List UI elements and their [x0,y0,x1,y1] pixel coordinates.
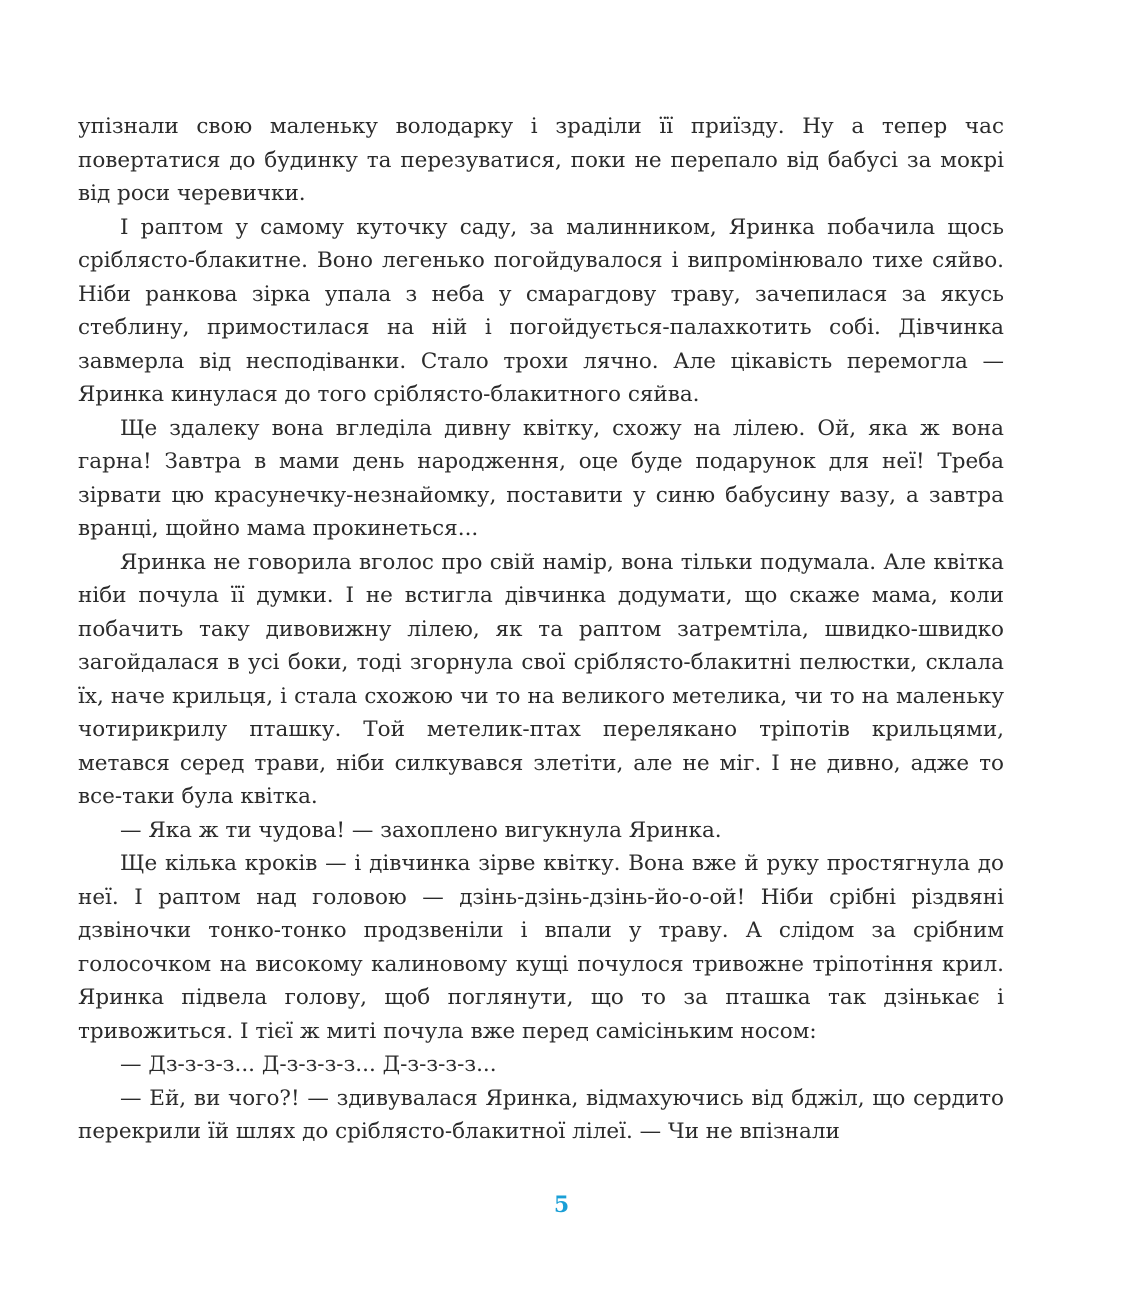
paragraph-5-dialogue: — Яка ж ти чудова! — захоплено вигукнула Яринка. [120,817,722,843]
paragraph-6: Ще кілька кроків — і дівчинка зірве квітку. Вона вже й руку простягнула до неї. І раптом над головою — дзінь-дзінь-дзінь-йо-о-ой! Ніби срібні різдвяні дзвіночки тонко-тонко продзвеніли і впали у траву. А слідом за срібним голосочком на високому калиновому кущі почулося тривожне тріпотіння крил. Яринка підвела голову, щоб поглянути, що то за пташка так дзінькає і тривожиться. І тієї ж миті почула вже перед самісіньким носом: [78,851,1004,1044]
paragraph-3: Ще здалеку вона вгледіла дивну квітку, схожу на лілею. Ой, яка ж вона гарна! Завтра в мами день народження, оце буде подарунок для неї! Треба зірвати цю красунечку-незнайомку, поставити у синю бабусину вазу, а завтра вранці, щойно мама прокинеться... [78,415,1004,541]
body-text [78,110,1004,1149]
page-number: 5 [553,1192,570,1218]
paragraph-8-dialogue: — Ей, ви чого?! — здивувалася Яринка, відмахуючись від бджіл, що сердито перекрили їй шлях до сріблясто-блакитної лілеї. — Чи не впізнали [78,1085,1004,1144]
paragraph-7-dialogue: — Дз-з-з-з... Д-з-з-з-з... Д-з-з-з-з... [120,1052,497,1077]
paragraph-4: Яринка не говорила вголос про свій намір, вона тільки подумала. Але квітка ніби почула її думки. І не встигла дівчинка додумати, що скаже мама, коли побачить таку дивовижну лілею, як та раптом затремтіла, швидко-швидко загойдалася в усі боки, тоді згорнула свої сріблясто-блакитні пелюстки, склала їх, наче крильця, і стала схожою чи то на великого метелика, чи то на маленьку чотирикрилу пташку. Той метелик-птах перелякано тріпотів крильцями, метався серед трави, ніби силкувався злетіти, але не міг. І не дивно, адже то все-таки була квітка. [78,549,1004,809]
paragraph-1: упізнали свою маленьку володарку і зраділи її приїзду. Ну а тепер час повертатися до будинку та перезуватися, поки не перепало від бабусі за мокрі від роси черевички. [78,114,1004,206]
paragraph-2: І раптом у самому куточку саду, за малинником, Яринка побачила щось сріблясто-блакитне. Воно легенько погойдувалося і випромінювало тихе сяйво. Ніби ранкова зірка упала з неба у смарагдову траву, зачепилася за якусь стеблину, примостилася на ній і погойдується-палахкотить собі. Дівчинка завмерла від несподіванки. Стало трохи лячно. Але цікавість перемогла — Яринка кинулася до того сріблясто-блакитного сяйва. [78,214,1004,407]
